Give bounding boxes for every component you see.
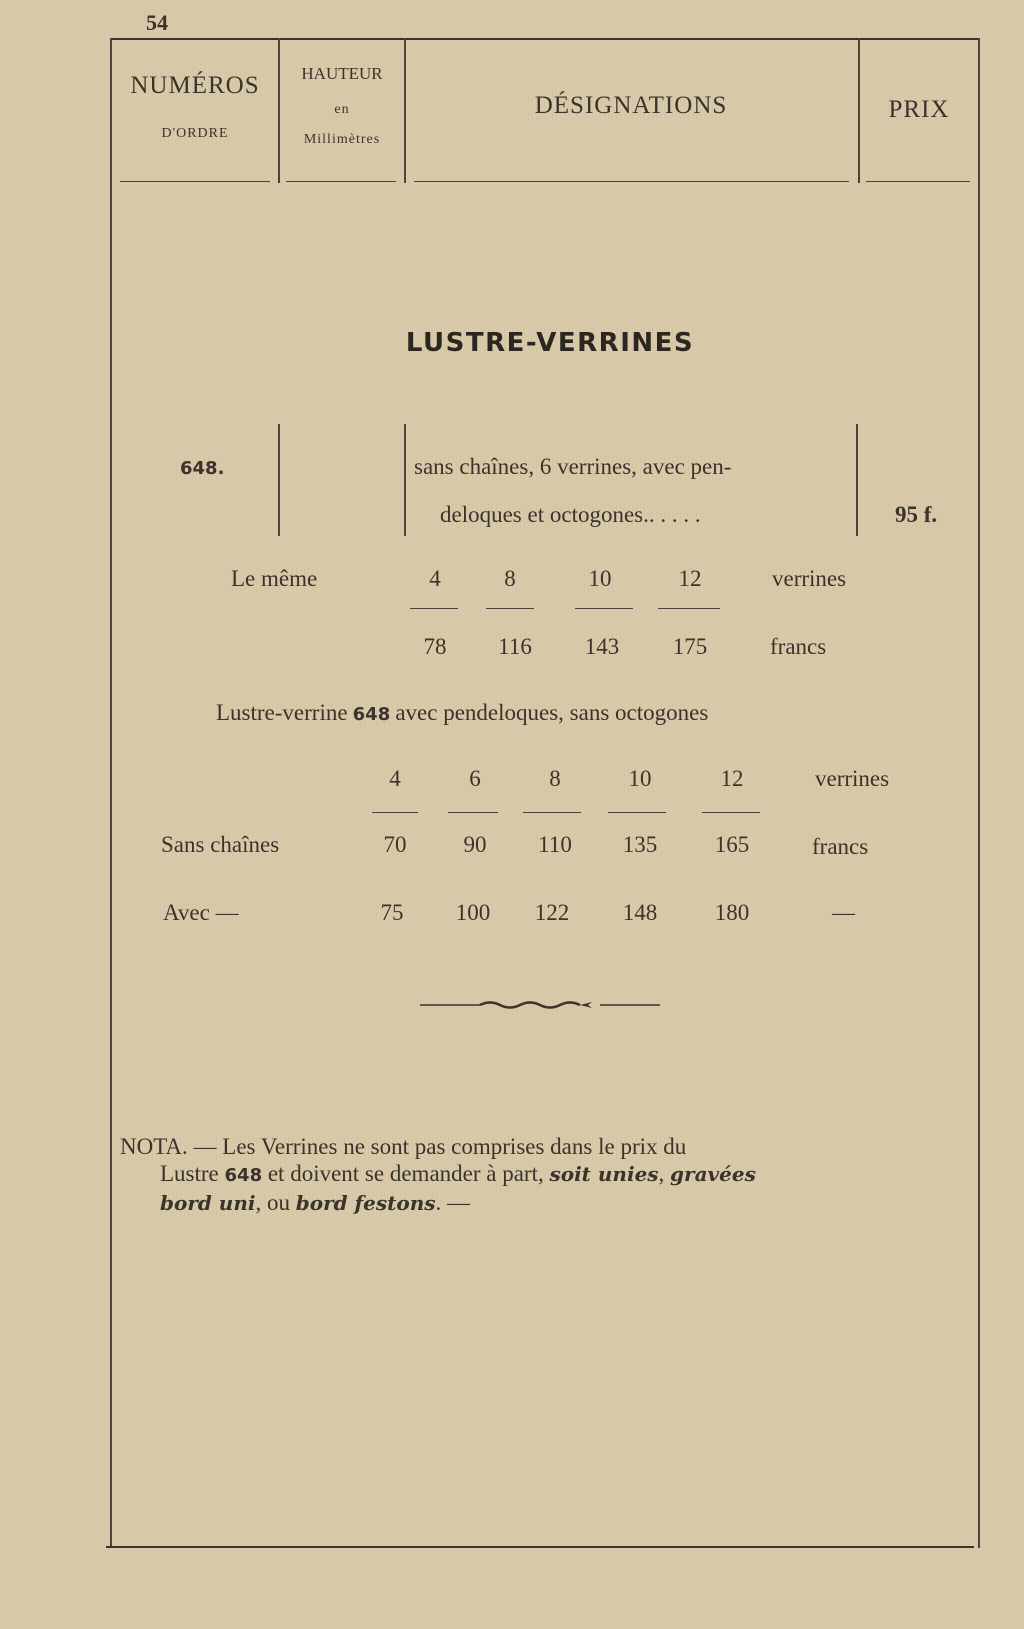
variant-prefix: Lustre-verrine bbox=[216, 700, 348, 725]
table1-value: 175 bbox=[672, 634, 708, 659]
header-rule-4 bbox=[866, 181, 970, 182]
header-prix: PRIX bbox=[888, 96, 950, 123]
table-frame-top bbox=[112, 38, 980, 40]
table2-header: 12 bbox=[720, 766, 744, 791]
nota-italic-bord-uni: bord uni bbox=[160, 1191, 256, 1215]
nota-mid: et doivent se demander à part, bbox=[267, 1161, 544, 1186]
section-title: LUSTRE-VERRINES bbox=[405, 328, 695, 358]
item-divider-1 bbox=[278, 424, 280, 536]
variant-suffix: avec pendeloques, sans octogones bbox=[395, 700, 709, 725]
table-frame-left bbox=[110, 38, 112, 1548]
item-divider-2 bbox=[404, 424, 406, 536]
header-en: en bbox=[334, 102, 350, 117]
table1-rule bbox=[658, 608, 720, 609]
table-frame-right bbox=[978, 38, 980, 1548]
table2-cell: 70 bbox=[383, 832, 407, 857]
table2-rule bbox=[523, 812, 581, 813]
table2-cell: 75 bbox=[380, 900, 404, 925]
table2-row-unit: — bbox=[832, 900, 855, 925]
table2-cell: 180 bbox=[714, 900, 750, 925]
header-dordre: D'ORDRE bbox=[161, 126, 229, 141]
ornament-divider bbox=[420, 998, 660, 1012]
table2-rule bbox=[448, 812, 498, 813]
header-millimetres: Millimètres bbox=[303, 132, 381, 147]
nota-number: 648 bbox=[224, 1165, 263, 1186]
table2-rule bbox=[608, 812, 666, 813]
nota-italic-unies: soit unies bbox=[549, 1162, 659, 1186]
table2-cell: 100 bbox=[455, 900, 491, 925]
table1-rule bbox=[486, 608, 534, 609]
table2-row-label: Avec — bbox=[163, 900, 239, 925]
table1-rule bbox=[575, 608, 633, 609]
table2-cell: 110 bbox=[538, 832, 572, 857]
header-numeros: NUMÉROS bbox=[130, 72, 260, 99]
table1-header: 4 bbox=[429, 566, 441, 591]
table2-rule bbox=[372, 812, 418, 813]
nota-ou: , ou bbox=[255, 1190, 290, 1215]
nota-line2: Lustre 648 et doivent se demander à part, soit unies, gravées bbox=[160, 1161, 756, 1186]
table1-value: 143 bbox=[584, 634, 620, 659]
table-frame-bottom bbox=[106, 1546, 974, 1548]
table1-header: 12 bbox=[678, 566, 702, 591]
table2-rule bbox=[702, 812, 760, 813]
table2-cell: 148 bbox=[622, 900, 658, 925]
header-rule-3 bbox=[414, 181, 849, 182]
table2-header: 8 bbox=[549, 766, 561, 791]
table1-row-label: Le même bbox=[231, 566, 318, 591]
table1-header-unit: verrines bbox=[772, 566, 847, 591]
variant-number: 648 bbox=[352, 704, 391, 725]
header-rule-2 bbox=[286, 181, 396, 182]
table2-header: 10 bbox=[628, 766, 652, 791]
table2-header: 4 bbox=[389, 766, 401, 791]
table2-row-unit: francs bbox=[812, 834, 869, 859]
nota-italic-bord-festons: bord festons bbox=[295, 1191, 436, 1215]
item-divider-3 bbox=[856, 424, 858, 536]
nota-italic-gravees: gravées bbox=[670, 1162, 756, 1186]
item-description-line1: sans chaînes, 6 verrines, avec pen- bbox=[414, 454, 732, 479]
nota-lustre: Lustre bbox=[160, 1161, 219, 1186]
nota-line1: NOTA. — Les Verrines ne sont pas comprises dans le prix du bbox=[120, 1134, 687, 1159]
nota-line3 bbox=[120, 1189, 960, 1217]
header-rule-1 bbox=[120, 181, 270, 182]
table2-cell: 90 bbox=[463, 832, 487, 857]
variant-line bbox=[216, 700, 708, 726]
table2-header: 6 bbox=[469, 766, 481, 791]
table1-value-unit: francs bbox=[770, 634, 827, 659]
table1-value: 78 bbox=[423, 634, 447, 659]
header-hauteur: HAUTEUR bbox=[301, 64, 383, 83]
nota-end: . — bbox=[435, 1190, 471, 1215]
item-description-line2: deloques et octogones.. . . . . bbox=[440, 502, 701, 527]
item-price: 95 f. bbox=[895, 502, 938, 527]
table1-header: 10 bbox=[588, 566, 612, 591]
header-designations: DÉSIGNATIONS bbox=[534, 92, 728, 119]
table2-cell: 165 bbox=[714, 832, 750, 857]
nota-paragraph bbox=[120, 1133, 960, 1217]
table2-cell: 122 bbox=[534, 900, 570, 925]
table1-header: 8 bbox=[504, 566, 516, 591]
table2-row-label: Sans chaînes bbox=[161, 832, 280, 857]
page-number: 54 bbox=[146, 10, 168, 35]
table2-header-unit: verrines bbox=[815, 766, 890, 791]
table1-rule bbox=[410, 608, 458, 609]
table2-cell: 135 bbox=[622, 832, 658, 857]
item-number: 648. bbox=[180, 458, 225, 479]
table1-value: 116 bbox=[498, 634, 532, 659]
